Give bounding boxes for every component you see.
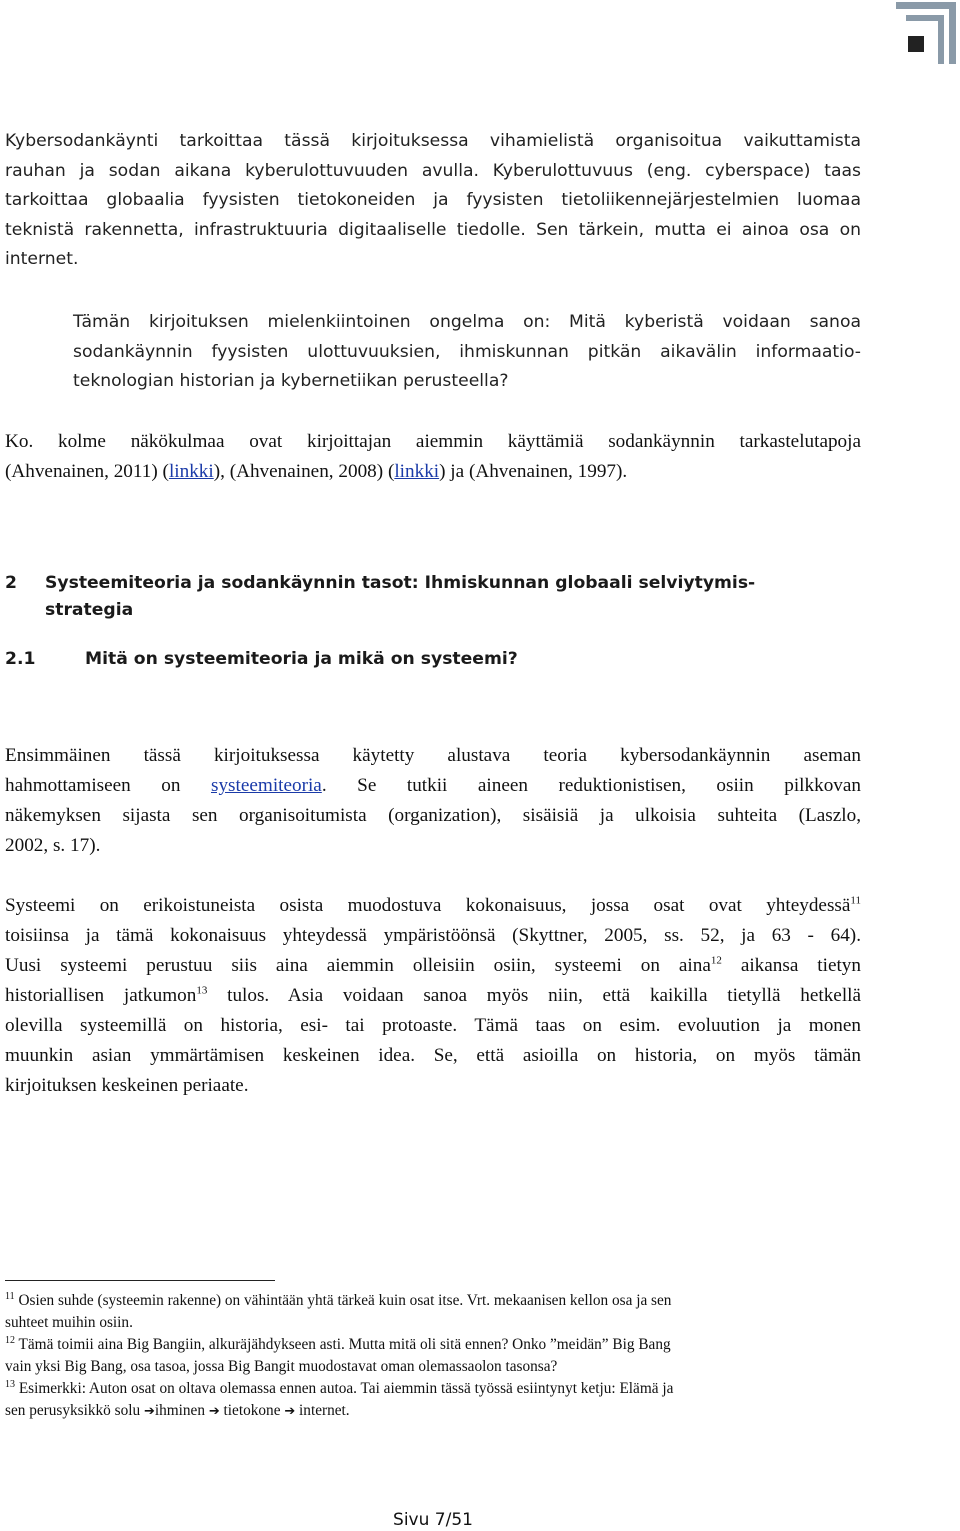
text-line: olevilla systeemillä on historia, esi- tai protoaste. Tämä taas on esim. evoluution ja monen xyxy=(5,1015,861,1036)
text-line: muunkin asian ymmärtämisen keskeinen idea. Se, että asioilla on historia, on myös tämän xyxy=(5,1045,861,1066)
text-line: hahmottamiseen on systeemiteoria. Se tutkii aineen reduktionistisen, osiin pilkkovan xyxy=(5,775,861,796)
footnote-ref-12[interactable]: 12 xyxy=(710,954,722,967)
footnote-12: $^{12}$ Tämä toimii aina Big Bangiin, alkuräjähdykseen asti. Mutta mitä oli sitä ennen? Onko ”meidän” Big Bang vain yksi Big Bang, osa tasoa, jossa Big Bangit muodostavat oman olemassaolon tasonsa? xyxy=(5,1334,671,1375)
arrow-right-icon: ➔ xyxy=(208,1404,220,1419)
text-line: Uusi systeemi perustuu siis aina aiemmin olleisiin osiin, systeemi on aina$^{12}$ aikansa tietyn xyxy=(5,954,861,976)
footnote-11: $^{11}$ Osien suhde (systeemin rakenne) on vähintään yhtä tärkeä kuin osat itse. Vrt. mekaanisen kellon osa ja sen suhteet muihin osiin. xyxy=(5,1290,672,1331)
arrow-right-icon: ➔ xyxy=(284,1404,296,1419)
text-line: Tämän kirjoituksen mielenkiintoinen ongelma on: Mitä kyberistä voidaan sanoa xyxy=(73,312,861,332)
text-line: Ensimmäinen tässä kirjoituksessa käytetty alustava teoria kybersodankäynnin aseman xyxy=(5,745,861,766)
subsection-title: Mitä on systeemiteoria ja mikä on systeemi? xyxy=(85,649,518,669)
section-title-cont: strategia xyxy=(45,600,134,620)
text-line: Kybersodankäynti tarkoittaa tässä kirjoituksessa vihamielistä organisoitua vaikuttamista xyxy=(5,131,861,151)
text-line: Ko. kolme näkökulmaa ovat kirjoittajan aiemmin käyttämiä sodankäynnin tarkastelutapoja xyxy=(5,431,861,452)
system-definition-paragraph xyxy=(5,891,861,1101)
subsection-number: 2.1 xyxy=(5,649,36,669)
footnote-number: 11 xyxy=(5,1290,15,1302)
reference-link-2008[interactable]: linkki xyxy=(394,461,440,482)
section-title: Systeemiteoria ja sodankäynnin tasot: Ihmiskunnan globaali selviytymis- xyxy=(45,573,756,593)
section-heading xyxy=(5,570,755,624)
research-question xyxy=(73,308,861,397)
systems-theory-paragraph xyxy=(5,741,861,861)
text-line: (Ahvenainen, 2011) (linkki), (Ahvenainen, 2008) (linkki) ja (Ahvenainen, 1997). xyxy=(5,461,628,482)
intro-paragraph xyxy=(5,127,861,275)
footnote-13: $^{13}$ Esimerkki: Auton osat on oltava olemassa ennen autoa. Tai aiemmin tässä työssä esiintynyt ketju: Elämä ja sen perusyksikkö solu ➔ihminen ➔ tietokone ➔ internet. xyxy=(5,1378,674,1419)
page-number: Sivu 7/51 xyxy=(393,1510,473,1530)
text-line: sodankäynnin fyysisten ulottuvuuksien, ihmiskunnan pitkän aikavälin informaatio- xyxy=(73,341,861,362)
text-line: 2002, s. 17). xyxy=(5,835,101,856)
text-line: rauhan ja sodan aikana kyberulottuvuuden avulla. Kyberulottuvuus (eng. cyberspace) taas xyxy=(5,160,861,181)
footnote-ref-13[interactable]: 13 xyxy=(196,984,208,997)
footnote-ref-11[interactable]: 11 xyxy=(850,894,861,907)
text-line: kirjoituksen keskeinen periaate. xyxy=(5,1075,249,1096)
text-line: toisiinsa ja tämä kokonaisuus yhteydessä ympäristöönsä (Skyttner, 2005, ss. 52, ja 63 - 64). xyxy=(5,925,861,946)
text-line: historiallisen jatkumon$^{13}$ tulos. Asia voidaan sanoa myös niin, että kaikilla tietyllä hetkellä xyxy=(5,984,861,1006)
footnote-number: 12 xyxy=(5,1334,15,1346)
text-line: näkemyksen sijasta sen organisoitumista (organization), sisäisiä ja ulkoisia suhteita (Laszlo, xyxy=(5,805,861,826)
footnote-separator xyxy=(5,1280,275,1281)
reference-link-2011[interactable]: linkki xyxy=(168,461,214,482)
text-line: internet. xyxy=(5,249,79,270)
text-line: teknistä rakennetta, infrastruktuuria digitaaliselle tiedolle. Sen tärkein, mutta ei ainoa osa on xyxy=(5,219,861,240)
text-line: Systeemi on erikoistuneista osista muodostuva kokonaisuus, jossa osat ovat yhteydessä$^{11}$ xyxy=(5,894,861,916)
footnote-number: 13 xyxy=(5,1378,15,1390)
perspectives-paragraph xyxy=(5,427,861,487)
arrow-right-icon: ➔ xyxy=(143,1404,155,1419)
section-number: 2 xyxy=(5,573,17,593)
text-line: teknologian historian ja kybernetiikan perusteella? xyxy=(73,371,509,392)
publisher-logo xyxy=(892,0,960,66)
text-line: tarkoittaa globaalia fyysisten tietokoneiden ja fyysisten tietoliikennejärjestelmien luomaa xyxy=(5,190,861,211)
systeemiteoria-link[interactable]: systeemiteoria xyxy=(211,775,322,796)
subsection-heading xyxy=(5,646,518,673)
